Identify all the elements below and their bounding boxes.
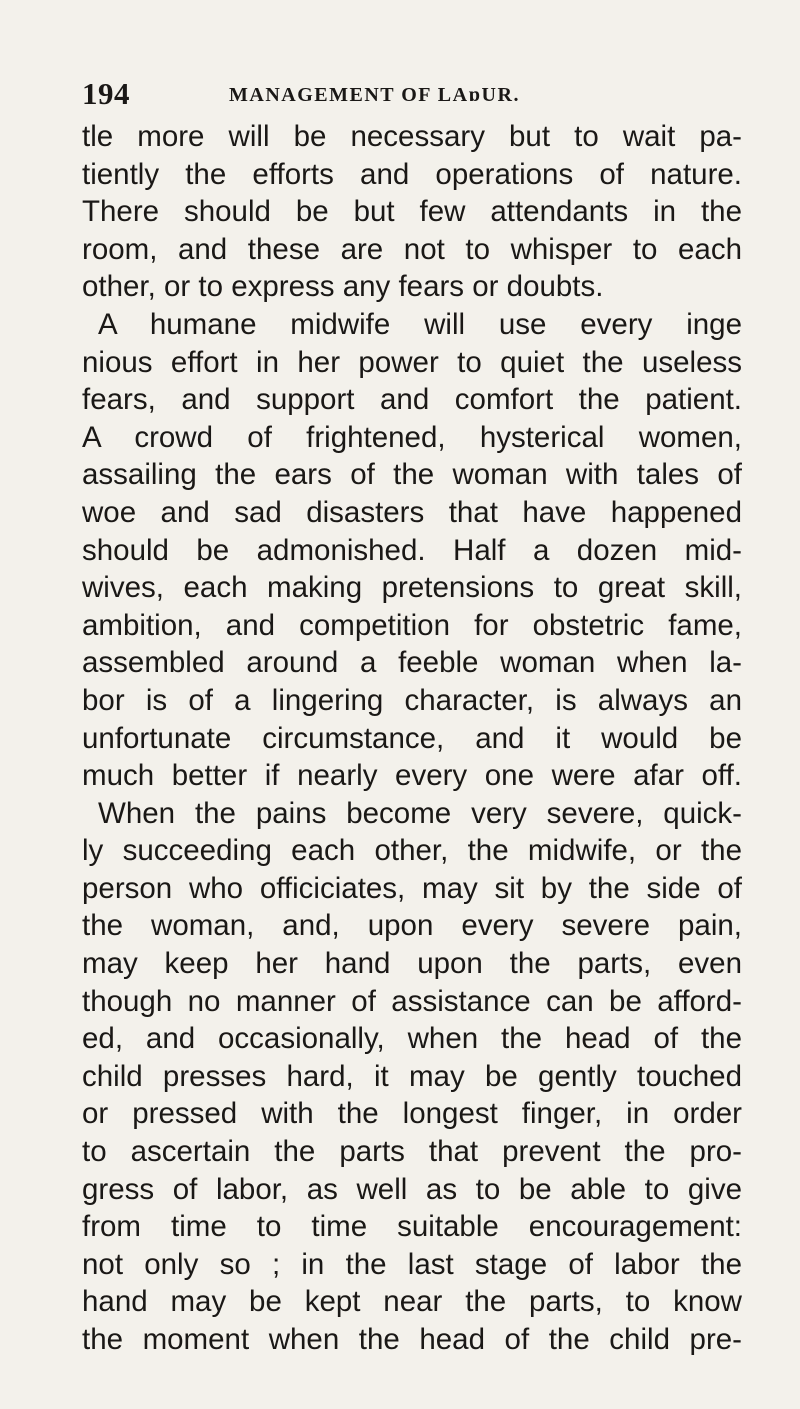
text-line: tle more will be necessary but to wait pa- <box>82 120 742 153</box>
body-text <box>82 118 742 1359</box>
text-line: unfortunate circumstance, and it would be <box>82 721 742 755</box>
text-line: to ascertain the parts that prevent the pro- <box>82 1135 742 1169</box>
text-line: tiently the efforts and operations of nature. <box>82 157 742 191</box>
text-line: fears, and support and comfort the patient. <box>82 383 742 417</box>
text-line: much better if nearly every one were afar off. <box>82 759 742 793</box>
text-line: A crowd of frightened, hysterical women, <box>82 420 742 454</box>
text-line: room, and these are not to whisper to each <box>82 232 742 266</box>
text-line: ed, and occasionally, when the head of the <box>82 1022 742 1056</box>
text-line: should be admonished. Half a dozen mid- <box>82 533 742 567</box>
text-line: from time to time suitable encouragement: <box>82 1210 742 1244</box>
text-line: ambition, and competition for obstetric fame, <box>82 608 742 642</box>
text-line: may keep her hand upon the parts, even <box>82 947 742 981</box>
text-line: There should be but few attendants in the <box>82 195 742 229</box>
text-line: woe and sad disasters that have happened <box>82 495 742 529</box>
text-line: other, or to express any fears or doubts. <box>82 270 604 304</box>
text-line: not only so ; in the last stage of labor the <box>82 1247 742 1281</box>
text-line: the woman, and, upon every severe pain, <box>82 909 742 943</box>
text-line: assailing the ears of the woman with tales of <box>82 458 742 492</box>
text-line: gress of labor, as well as to be able to give <box>82 1172 742 1206</box>
text-line: though no manner of assistance can be afford- <box>82 984 742 1018</box>
page-number: 194 <box>82 76 130 111</box>
text-line: bor is of a lingering character, is always an <box>82 683 742 717</box>
text-line: wives, each making pretensions to great skill, <box>82 571 742 605</box>
text-line: ly succeeding each other, the midwife, or the <box>82 834 742 868</box>
text-line: assembled around a feeble woman when la- <box>82 646 742 680</box>
text-line: the moment when the head of the child pre- <box>82 1323 742 1356</box>
running-head: MANAGEMENT OF LAɒUR. <box>229 84 520 106</box>
text-line: A humane midwife will use every inge <box>98 307 742 341</box>
text-line: nious effort in her power to quiet the useless <box>82 345 742 379</box>
text-line: person who officiciates, may sit by the side of <box>82 871 742 905</box>
text-line: When the pains become very severe, quick- <box>98 796 742 830</box>
text-line: hand may be kept near the parts, to know <box>82 1285 742 1319</box>
text-line: child presses hard, it may be gently touched <box>82 1059 742 1093</box>
page-header <box>82 74 742 114</box>
text-line: or pressed with the longest finger, in order <box>82 1097 742 1131</box>
